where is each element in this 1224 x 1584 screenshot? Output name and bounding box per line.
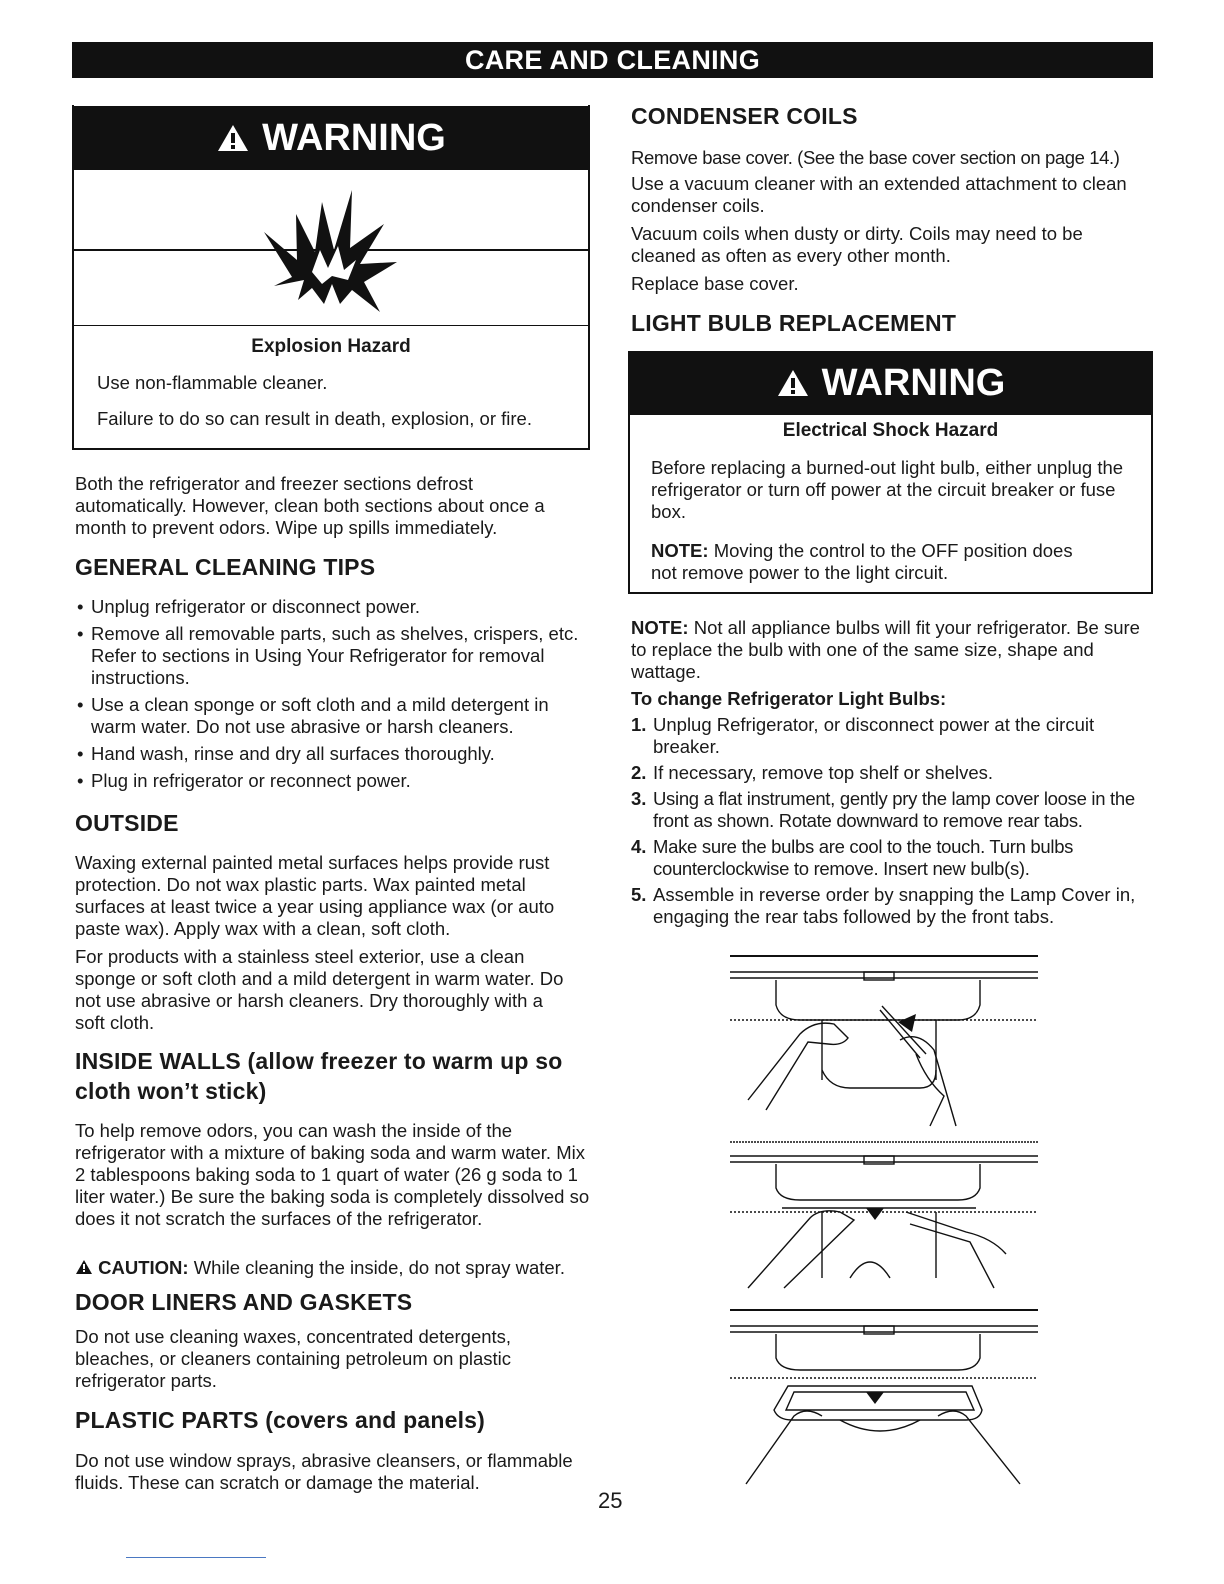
note-label: NOTE: [631, 617, 689, 638]
caution-triangle-icon [75, 1259, 93, 1275]
outside-paragraph-2: For products with a stainless steel exterior, use a clean sponge or soft cloth and a mild detergent in warm water. Do not use abrasive or harsh cleaners. Dry thoroughly with a soft cloth. [75, 946, 564, 1033]
light-bulb-heading: LIGHT BULB REPLACEMENT [631, 310, 957, 336]
list-item: 2. If necessary, remove top shelf or shelves. [631, 762, 994, 783]
page-banner: CARE AND CLEANING [72, 42, 1153, 78]
condenser-line-1: Remove base cover. (See the base cover section on page 14.) [631, 147, 1120, 168]
list-item: • Unplug refrigerator or disconnect power. [75, 596, 593, 618]
warning-label: WARNING [262, 116, 446, 159]
explosion-hazard-title: Explosion Hazard [251, 336, 411, 357]
outside-paragraph-1: Waxing external painted metal surfaces helps provide rust protection. Do not wax plastic parts. Wax painted metal surfaces at least twice a year using appliance wax (or auto paste wax). Apply wax with a clean, soft cloth. [75, 852, 555, 939]
warning-line-1: Use non-flammable cleaner. [97, 372, 328, 393]
intro-paragraph: Both the refrigerator and freezer sections defrost automatically. However, clean both sections about once a month to prevent odors. Wipe up spills immediately. [75, 473, 545, 538]
change-bulbs-subheading: To change Refrigerator Light Bulbs: [631, 688, 947, 709]
explosion-warning-lower-frame [72, 326, 590, 450]
list-item: • Use a clean sponge or soft cloth and a mild detergent in warm water. Do not use abrasive or harsh cleaners. [75, 694, 593, 738]
shock-warning-note [651, 540, 1081, 584]
inside-walls-heading: INSIDE WALLS (allow freezer to warm up so cloth won’t stick) [75, 1048, 563, 1104]
caution-line [75, 1257, 595, 1279]
list-item: 1. Unplug Refrigerator, or disconnect power at the circuit breaker. [631, 714, 1095, 757]
condenser-line-3: Vacuum coils when dusty or dirty. Coils may need to be cleaned as often as every other month. [631, 223, 1083, 266]
lamp-cover-lower-illustration [730, 1138, 1040, 1298]
list-item: • Plug in refrigerator or reconnect power. [75, 770, 593, 792]
caution-text: While cleaning the inside, do not spray water. [193, 1257, 565, 1278]
warning-line-2: Failure to do so can result in death, explosion, or fire. [97, 408, 532, 429]
list-item: • Hand wash, rinse and dry all surfaces thoroughly. [75, 743, 593, 765]
warning-label: WARNING [821, 361, 1006, 404]
condenser-line-4: Replace base cover. [631, 273, 799, 294]
page-number: 25 [598, 1488, 623, 1513]
outside-heading: OUTSIDE [75, 810, 179, 836]
general-cleaning-list [75, 596, 593, 797]
shock-warning-paragraph: Before replacing a burned-out light bulb, either unplug the refrigerator or turn off power at the circuit breaker or fuse box. [651, 457, 1124, 522]
list-item: 4. Make sure the bulbs are cool to the touch. Turn bulbs counterclockwise to remove. Insert new bulb(s). [631, 836, 1074, 879]
list-item: 3. Using a flat instrument, gently pry the lamp cover loose in the front as shown. Rotate downward to remove rear tabs. [631, 788, 1135, 831]
list-item: • Remove all removable parts, such as shelves, crispers, etc. Refer to sections in Using Your Refrigerator for removal instructions. [75, 623, 593, 689]
lamp-cover-removed-illustration [730, 1306, 1040, 1492]
caution-label: CAUTION: [98, 1257, 189, 1278]
general-cleaning-heading: GENERAL CLEANING TIPS [75, 554, 376, 580]
explosion-icon-area [72, 170, 590, 326]
plastic-parts-heading: PLASTIC PARTS (covers and panels) [75, 1407, 486, 1433]
note-label: NOTE: [651, 540, 709, 561]
shock-hazard-title: Electrical Shock Hazard [782, 420, 999, 441]
lamp-cover-pry-illustration [730, 950, 1040, 1130]
footer-rule [126, 1557, 266, 1558]
explosion-icon [252, 172, 412, 322]
bulb-steps-list [631, 714, 1151, 932]
note-text: Not all appliance bulbs will fit your refrigerator. Be sure to replace the bulb with one of the same size, shape and wattage. [631, 617, 1140, 682]
condenser-coils-heading: CONDENSER COILS [631, 103, 858, 129]
inside-paragraph: To help remove odors, you can wash the inside of the refrigerator with a mixture of baking soda and warm water. Mix 2 tablespoons baking soda to 1 quart of water (26 g soda to 1 liter water.) Be sure the baking soda is completely dissolved so does it not scratch the surfaces of the refrigerator. [75, 1120, 590, 1229]
door-liners-paragraph: Do not use cleaning waxes, concentrated detergents, bleaches, or cleaners containing petroleum on plastic refrigerator parts. [75, 1326, 512, 1391]
note-text: Moving the control to the OFF position does not remove power to the light circuit. [651, 540, 1073, 583]
plastic-parts-paragraph: Do not use window sprays, abrasive cleansers, or flammable fluids. These can scratch or damage the material. [75, 1450, 573, 1493]
condenser-line-2: Use a vacuum cleaner with an extended attachment to clean condenser coils. [631, 173, 1127, 216]
bulb-note [631, 617, 1146, 683]
list-item: 5. Assemble in reverse order by snapping the Lamp Cover in, engaging the rear tabs followed by the front tabs. [631, 884, 1136, 927]
door-liners-heading: DOOR LINERS AND GASKETS [75, 1289, 413, 1315]
